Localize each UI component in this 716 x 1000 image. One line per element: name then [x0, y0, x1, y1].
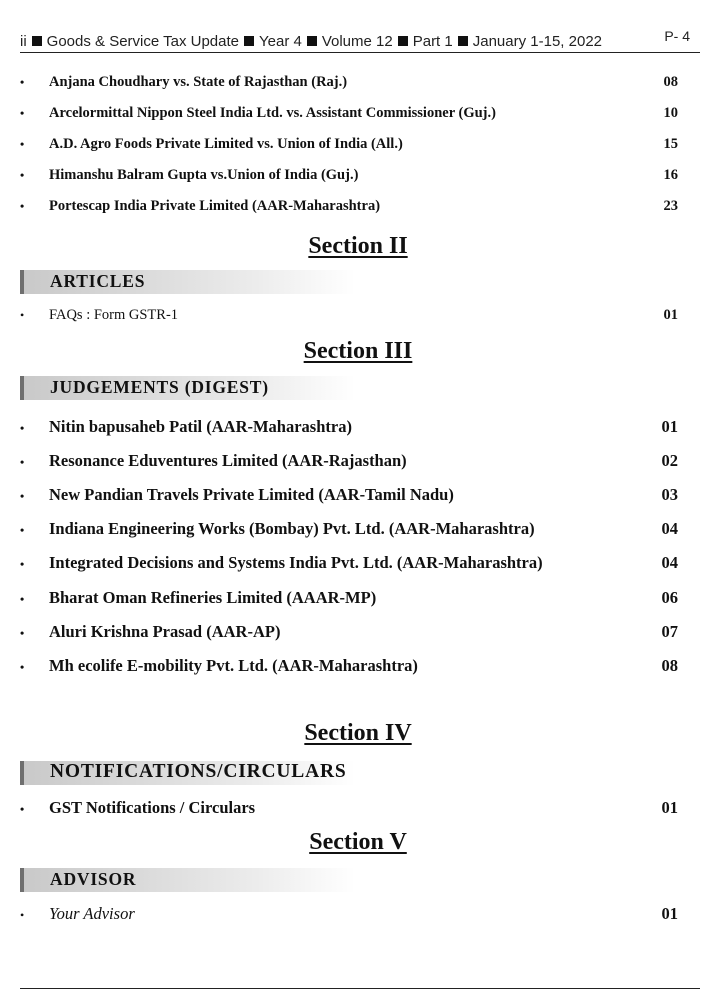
section-heading: Section V: [309, 829, 407, 855]
header-volume: Volume 12: [321, 33, 393, 50]
toc-item-title: Himanshu Balram Gupta vs.Union of India (Guj.): [49, 167, 359, 183]
toc-item-page: 08: [661, 656, 678, 675]
toc-item-page: 03: [661, 485, 678, 504]
bullet-icon: •: [20, 523, 25, 537]
bullet-icon: •: [20, 106, 25, 120]
toc-item-title: A.D. Agro Foods Private Limited vs. Union of India (All.): [49, 136, 403, 152]
bullet-icon: •: [20, 455, 25, 469]
toc-item-title: Portescap India Private Limited (AAR-Maharashtra): [49, 198, 381, 214]
header-rule: [20, 52, 700, 53]
toc-item-title: Resonance Eduventures Limited (AAR-Rajasthan): [49, 451, 407, 470]
section-band-label: ARTICLES: [50, 271, 146, 291]
toc-item-page: 07: [661, 622, 678, 641]
toc-item-page: 01: [661, 417, 678, 436]
toc-item-page: 08: [663, 74, 678, 90]
bullet-icon: •: [20, 137, 25, 151]
square-icon: [398, 36, 408, 46]
toc-item: [20, 167, 678, 184]
running-header: [20, 33, 602, 50]
section-band-label: ADVISOR: [50, 869, 137, 889]
toc-item: [20, 798, 678, 818]
toc-item-title: Arcelormittal Nippon Steel India Ltd. vs. Assistant Commissioner (Guj.): [49, 105, 496, 121]
section-heading: Section IV: [304, 720, 412, 746]
bullet-icon: •: [20, 489, 25, 503]
header-publication: Goods & Service Tax Update: [46, 33, 239, 50]
toc-item: [20, 307, 678, 324]
toc-item: [20, 519, 678, 539]
toc-item: [20, 417, 678, 437]
toc-item-title: Bharat Oman Refineries Limited (AAAR-MP): [49, 588, 377, 607]
toc-item: [20, 105, 678, 122]
toc-item-page: 16: [663, 167, 678, 183]
toc-item: [20, 588, 678, 608]
square-icon: [32, 36, 42, 46]
bullet-icon: •: [20, 660, 25, 674]
toc-item-page: 04: [661, 553, 678, 572]
section-heading: Section III: [303, 338, 413, 364]
bullet-icon: •: [20, 592, 25, 606]
section-band: [20, 270, 355, 294]
section-band: [20, 376, 355, 400]
square-icon: [307, 36, 317, 46]
bullet-icon: •: [20, 75, 25, 89]
toc-item: [20, 451, 678, 471]
toc-item-title: GST Notifications / Circulars: [49, 798, 256, 817]
toc-item: [20, 74, 678, 91]
toc-item-page: 01: [663, 307, 678, 323]
section-band: [20, 761, 355, 785]
toc-item: [20, 485, 678, 505]
toc-item-page: 01: [661, 904, 678, 923]
toc-item-title: Anjana Choudhary vs. State of Rajasthan (Raj.): [49, 74, 348, 90]
bullet-icon: •: [20, 199, 25, 213]
toc-item: [20, 622, 678, 642]
header-date: January 1-15, 2022: [472, 33, 603, 50]
header-roman: ii: [20, 33, 27, 50]
toc-item-page: 04: [661, 519, 678, 538]
bullet-icon: •: [20, 802, 25, 816]
section-band-label: NOTIFICATIONS/CIRCULARS: [50, 761, 347, 782]
bullet-icon: •: [20, 908, 25, 922]
toc-item: [20, 136, 678, 153]
section-band: [20, 868, 355, 892]
toc-item: [20, 553, 678, 573]
toc-item-page: 10: [663, 105, 678, 121]
square-icon: [458, 36, 468, 46]
bullet-icon: •: [20, 421, 25, 435]
toc-item-page: 02: [661, 451, 678, 470]
toc-item: [20, 656, 678, 676]
square-icon: [244, 36, 254, 46]
toc-item-title: Aluri Krishna Prasad (AAR-AP): [49, 622, 281, 641]
toc-item-page: 15: [663, 136, 678, 152]
section-heading: Section II: [308, 233, 408, 259]
toc-item-title: Your Advisor: [49, 904, 135, 923]
page-number: P- 4: [664, 28, 690, 44]
footer-rule: [20, 988, 700, 989]
toc-item-page: 06: [661, 588, 678, 607]
bullet-icon: •: [20, 626, 25, 640]
bullet-icon: •: [20, 168, 25, 182]
toc-item-title: New Pandian Travels Private Limited (AAR-Tamil Nadu): [49, 485, 454, 504]
section-band-label: JUDGEMENTS (DIGEST): [50, 377, 269, 397]
toc-item-title: Mh ecolife E-mobility Pvt. Ltd. (AAR-Maharashtra): [49, 656, 418, 675]
toc-item-page: 01: [661, 798, 678, 817]
toc-item-title: Indiana Engineering Works (Bombay) Pvt. Ltd. (AAR-Maharashtra): [49, 519, 535, 538]
toc-item-page: 23: [663, 198, 678, 214]
toc-item: [20, 904, 678, 924]
bullet-icon: •: [20, 308, 25, 322]
header-year: Year 4: [259, 33, 302, 50]
toc-item-title: Integrated Decisions and Systems India Pvt. Ltd. (AAR-Maharashtra): [49, 553, 543, 572]
toc-item-title: Nitin bapusaheb Patil (AAR-Maharashtra): [49, 417, 352, 436]
header-part: Part 1: [412, 33, 453, 50]
toc-item: [20, 198, 678, 215]
toc-item-title: FAQs : Form GSTR-1: [49, 307, 179, 323]
bullet-icon: •: [20, 557, 25, 571]
